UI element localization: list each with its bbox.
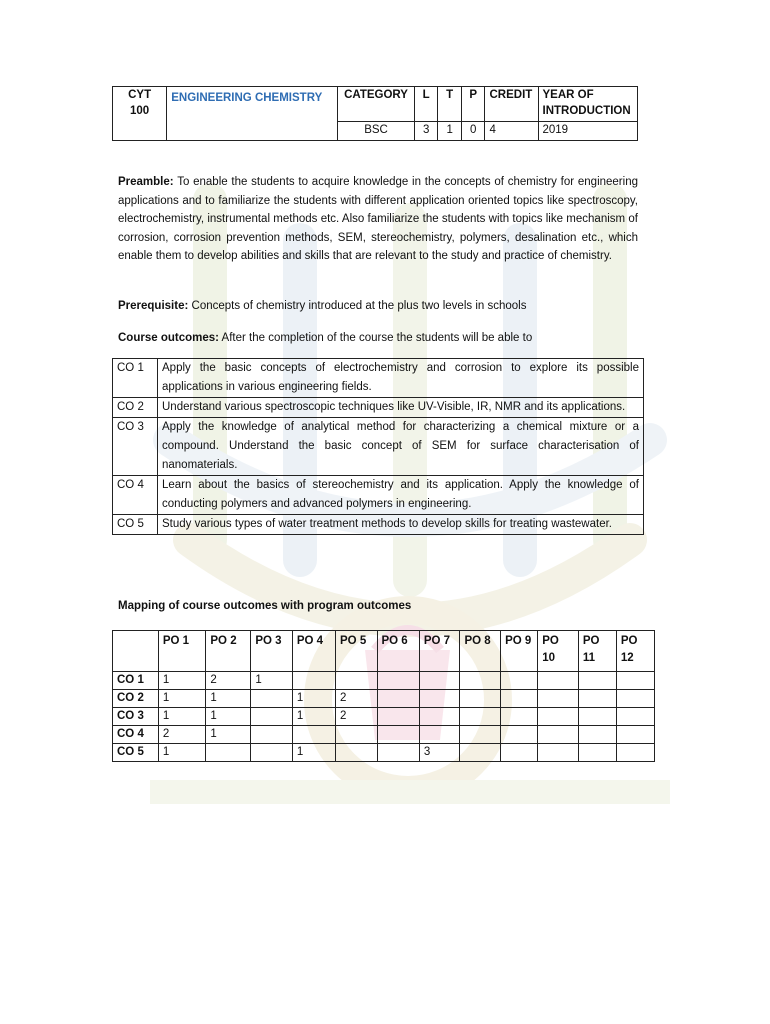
mapping-cell (578, 708, 616, 726)
course-header-table (112, 86, 638, 141)
table-row (113, 744, 655, 762)
mapping-cell (501, 726, 538, 744)
mapping-cell: 2 (158, 726, 206, 744)
mapping-cell (578, 744, 616, 762)
credit-label: CREDIT (485, 87, 538, 122)
mapping-cell (460, 744, 501, 762)
mapping-cell: 1 (206, 690, 251, 708)
prerequisite-text: Concepts of chemistry introduced at the plus two levels in schools (191, 300, 527, 312)
mapping-cell (538, 744, 579, 762)
mapping-cell (538, 672, 579, 690)
preamble-text: To enable the students to acquire knowledge in the concepts of chemistry for engineering applications and to familiarize the students with different application oriented topics like spectroscopy, electrochemistry, instrumental methods etc. Also familiarize the students with topics like mechanism of corrosion, corrosion prevention methods, SEM, stereochemistry, polymers, desalination etc., which enable them to develop abilities and skills that are relevant to the study and practice of chemistry. (118, 176, 638, 263)
mapping-cell (251, 690, 292, 708)
mapping-row-label: CO 5 (113, 744, 159, 762)
po-header: PO 9 (501, 631, 538, 672)
mapping-cell (292, 672, 335, 690)
t-label: T (438, 87, 462, 122)
table-row (113, 476, 644, 515)
mapping-cell (616, 744, 654, 762)
po-header: PO 10 (538, 631, 579, 672)
course-outcomes-label: Course outcomes: (118, 332, 219, 344)
mapping-cell (501, 744, 538, 762)
co-text: Apply the knowledge of analytical method for characterizing a chemical mixture or a compound. Understand the basic concept of SEM for surface characterisation of nanomaterials. (158, 418, 644, 476)
mapping-cell (377, 690, 419, 708)
mapping-cell (251, 708, 292, 726)
course-code: CYT 100 (113, 87, 167, 141)
p-label: P (461, 87, 485, 122)
mapping-cell: 1 (158, 708, 206, 726)
mapping-cell: 2 (336, 708, 377, 726)
mapping-cell: 3 (419, 744, 460, 762)
course-outcomes-intro (118, 329, 638, 348)
table-row (113, 672, 655, 690)
mapping-cell (538, 690, 579, 708)
mapping-cell (377, 726, 419, 744)
mapping-row-label: CO 4 (113, 726, 159, 744)
co-text: Study various types of water treatment methods to develop skills for treating wastewater. (158, 515, 644, 535)
mapping-cell: 1 (292, 744, 335, 762)
po-header: PO 12 (616, 631, 654, 672)
p-value: 0 (461, 122, 485, 141)
table-row (113, 726, 655, 744)
mapping-row-label: CO 2 (113, 690, 159, 708)
mapping-cell (419, 672, 460, 690)
co-text: Understand various spectroscopic techniques like UV-Visible, IR, NMR and its applications. (158, 398, 644, 418)
mapping-cell: 1 (158, 690, 206, 708)
mapping-cell (538, 726, 579, 744)
po-header: PO 4 (292, 631, 335, 672)
co-id: CO 2 (113, 398, 158, 418)
table-row (113, 515, 644, 535)
po-header: PO 3 (251, 631, 292, 672)
mapping-cell: 1 (206, 708, 251, 726)
co-id: CO 1 (113, 359, 158, 398)
table-row (113, 690, 655, 708)
mapping-cell: 1 (251, 672, 292, 690)
course-outcomes-table (112, 358, 644, 535)
po-header: PO 8 (460, 631, 501, 672)
po-header: PO 6 (377, 631, 419, 672)
mapping-cell: 2 (206, 672, 251, 690)
mapping-cell (251, 744, 292, 762)
mapping-cell (419, 690, 460, 708)
mapping-cell (616, 726, 654, 744)
category-value: BSC (338, 122, 415, 141)
po-header: PO 1 (158, 631, 206, 672)
mapping-table (112, 630, 655, 762)
po-header: PO 5 (336, 631, 377, 672)
mapping-cell: 1 (206, 726, 251, 744)
prerequisite-label: Prerequisite: (118, 300, 189, 312)
mapping-cell (292, 726, 335, 744)
mapping-cell (616, 690, 654, 708)
mapping-cell (578, 690, 616, 708)
table-row (113, 398, 644, 418)
co-text: Apply the basic concepts of electrochemistry and corrosion to explore its possible applications in various engineering fields. (158, 359, 644, 398)
credit-value: 4 (485, 122, 538, 141)
mapping-cell (377, 708, 419, 726)
course-outcomes-intro-text: After the completion of the course the students will be able to (221, 332, 533, 344)
co-id: CO 5 (113, 515, 158, 535)
po-header: PO 2 (206, 631, 251, 672)
mapping-cell (336, 672, 377, 690)
mapping-cell: 2 (336, 690, 377, 708)
mapping-cell: 1 (292, 690, 335, 708)
preamble-paragraph (118, 173, 638, 266)
mapping-cell (578, 726, 616, 744)
mapping-cell (578, 672, 616, 690)
mapping-cell (460, 708, 501, 726)
mapping-cell (251, 726, 292, 744)
mapping-cell (460, 726, 501, 744)
mapping-cell (616, 672, 654, 690)
category-label: CATEGORY (338, 87, 415, 122)
mapping-cell (419, 708, 460, 726)
mapping-cell (336, 744, 377, 762)
table-row (113, 359, 644, 398)
mapping-header-row (113, 631, 655, 672)
mapping-cell (501, 690, 538, 708)
l-value: 3 (414, 122, 438, 141)
po-header: PO 7 (419, 631, 460, 672)
course-title: ENGINEERING CHEMISTRY (167, 87, 338, 141)
table-row (113, 708, 655, 726)
mapping-cell (460, 672, 501, 690)
mapping-row-label: CO 1 (113, 672, 159, 690)
mapping-cell: 1 (158, 672, 206, 690)
mapping-cell: 1 (292, 708, 335, 726)
mapping-cell (336, 726, 377, 744)
mapping-cell (501, 672, 538, 690)
year-value: 2019 (538, 122, 638, 141)
t-value: 1 (438, 122, 462, 141)
mapping-cell (460, 690, 501, 708)
prerequisite-paragraph (118, 297, 638, 316)
mapping-cell (616, 708, 654, 726)
table-row (113, 418, 644, 476)
mapping-cell (501, 708, 538, 726)
co-id: CO 4 (113, 476, 158, 515)
mapping-cell (538, 708, 579, 726)
po-header: PO 11 (578, 631, 616, 672)
l-label: L (414, 87, 438, 122)
mapping-cell (206, 744, 251, 762)
mapping-cell (377, 672, 419, 690)
co-id: CO 3 (113, 418, 158, 476)
preamble-label: Preamble: (118, 176, 174, 188)
mapping-row-label: CO 3 (113, 708, 159, 726)
mapping-cell: 1 (158, 744, 206, 762)
mapping-corner-cell (113, 631, 159, 672)
year-label: YEAR OF INTRODUCTION (538, 87, 638, 122)
mapping-cell (419, 726, 460, 744)
mapping-title: Mapping of course outcomes with program outcomes (118, 600, 412, 612)
mapping-cell (377, 744, 419, 762)
co-text: Learn about the basics of stereochemistry and its application. Apply the knowledge of conducting polymers and advanced polymers in engineering. (158, 476, 644, 515)
